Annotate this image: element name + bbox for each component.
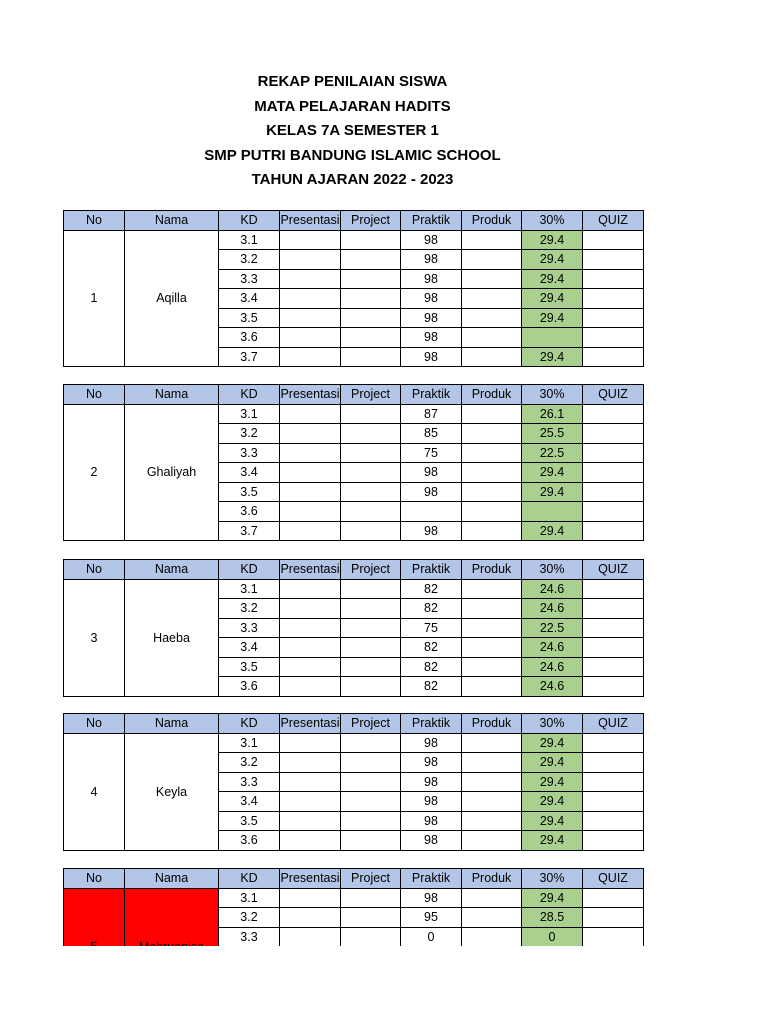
table-row [64,230,644,250]
header-col-project: Project [341,560,401,580]
quiz-cell [583,250,644,270]
header-col-30-percent: 30% [522,714,583,734]
praktik-cell: 98 [401,521,462,541]
project-cell [341,599,401,619]
project-cell [341,347,401,367]
quiz-cell [583,888,644,908]
quiz-cell [583,772,644,792]
presentasi-cell [280,677,341,697]
presentasi-cell [280,328,341,348]
project-cell [341,579,401,599]
quiz-cell [583,230,644,250]
page-cutoff [0,946,768,1024]
header-col-praktik: Praktik [401,869,462,889]
student-number: 2 [64,404,125,541]
praktik-cell: 98 [401,308,462,328]
project-cell [341,811,401,831]
produk-cell [462,927,522,947]
presentasi-cell [280,792,341,812]
praktik-cell: 98 [401,269,462,289]
table-header-row [64,385,644,405]
header-col-30-percent: 30% [522,560,583,580]
kd-cell: 3.3 [219,927,280,947]
praktik-cell: 98 [401,347,462,367]
produk-cell [462,638,522,658]
student-table-4 [63,713,644,851]
header-col-kd: KD [219,714,280,734]
kd-cell: 3.1 [219,733,280,753]
quiz-cell [583,502,644,522]
presentasi-cell [280,443,341,463]
kd-cell: 3.6 [219,677,280,697]
quiz-cell [583,618,644,638]
praktik-cell: 0 [401,927,462,947]
produk-cell [462,657,522,677]
presentasi-cell [280,733,341,753]
student-name: Ghaliyah [125,404,219,541]
kd-cell: 3.4 [219,289,280,309]
project-cell [341,250,401,270]
table-row [64,404,644,424]
percent-cell [522,502,583,522]
table-header-row [64,211,644,231]
quiz-cell [583,733,644,753]
percent-cell: 29.4 [522,463,583,483]
kd-cell: 3.3 [219,618,280,638]
percent-cell: 29.4 [522,772,583,792]
kd-cell: 3.3 [219,269,280,289]
kd-cell: 3.5 [219,482,280,502]
kd-cell: 3.1 [219,579,280,599]
project-cell [341,482,401,502]
header-col-praktik: Praktik [401,211,462,231]
presentasi-cell [280,772,341,792]
header-col-produk: Produk [462,560,522,580]
praktik-cell: 75 [401,618,462,638]
title-line-5: TAHUN AJARAN 2022 - 2023 [251,171,454,188]
quiz-cell [583,657,644,677]
quiz-cell [583,792,644,812]
header-col-produk: Produk [462,869,522,889]
percent-cell: 29.4 [522,308,583,328]
praktik-cell: 82 [401,599,462,619]
kd-cell: 3.2 [219,908,280,928]
percent-cell: 29.4 [522,347,583,367]
student-table-1 [63,210,644,367]
quiz-cell [583,579,644,599]
produk-cell [462,269,522,289]
percent-cell: 26.1 [522,404,583,424]
header-col-presentasi: Presentasi [280,869,341,889]
percent-cell: 24.6 [522,657,583,677]
header-col-quiz: QUIZ [583,211,644,231]
student-number: 3 [64,579,125,696]
quiz-cell [583,347,644,367]
header-col-presentasi: Presentasi [280,211,341,231]
praktik-cell: 98 [401,230,462,250]
percent-cell: 29.4 [522,733,583,753]
header-col-30-percent: 30% [522,211,583,231]
produk-cell [462,811,522,831]
header-col-presentasi: Presentasi [280,560,341,580]
header-col-project: Project [341,714,401,734]
percent-cell: 25.5 [522,424,583,444]
kd-cell: 3.1 [219,230,280,250]
header-col-project: Project [341,869,401,889]
praktik-cell: 98 [401,792,462,812]
title-line-4: SMP PUTRI BANDUNG ISLAMIC SCHOOL [204,146,501,164]
quiz-cell [583,927,644,947]
quiz-cell [583,811,644,831]
percent-cell: 24.6 [522,638,583,658]
presentasi-cell [280,250,341,270]
student-number: 1 [64,230,125,367]
produk-cell [462,424,522,444]
quiz-cell [583,638,644,658]
produk-cell [462,289,522,309]
table-row [64,733,644,753]
praktik-cell: 98 [401,463,462,483]
presentasi-cell [280,888,341,908]
praktik-cell: 82 [401,579,462,599]
quiz-cell [583,289,644,309]
presentasi-cell [280,347,341,367]
presentasi-cell [280,579,341,599]
percent-cell: 0 [522,927,583,947]
quiz-cell [583,269,644,289]
project-cell [341,463,401,483]
kd-cell: 3.4 [219,463,280,483]
header-col-30-percent: 30% [522,385,583,405]
percent-cell: 29.4 [522,250,583,270]
student-table-3 [63,559,644,697]
header-col-quiz: QUIZ [583,714,644,734]
quiz-cell [583,443,644,463]
percent-cell: 28.5 [522,908,583,928]
praktik-cell: 95 [401,908,462,928]
title-line-3: KELAS 7A SEMESTER 1 [266,122,439,139]
header-col-quiz: QUIZ [583,560,644,580]
quiz-cell [583,831,644,851]
kd-cell: 3.2 [219,753,280,773]
produk-cell [462,772,522,792]
kd-cell: 3.5 [219,308,280,328]
kd-cell: 3.1 [219,888,280,908]
quiz-cell [583,908,644,928]
presentasi-cell [280,599,341,619]
header-col-quiz: QUIZ [583,385,644,405]
percent-cell: 29.4 [522,888,583,908]
produk-cell [462,347,522,367]
presentasi-cell [280,424,341,444]
produk-cell [462,521,522,541]
project-cell [341,908,401,928]
quiz-cell [583,463,644,483]
percent-cell: 24.6 [522,599,583,619]
header-col-kd: KD [219,385,280,405]
percent-cell: 29.4 [522,521,583,541]
quiz-cell [583,328,644,348]
kd-cell: 3.4 [219,792,280,812]
project-cell [341,831,401,851]
produk-cell [462,230,522,250]
praktik-cell: 82 [401,677,462,697]
header-col-praktik: Praktik [401,560,462,580]
project-cell [341,638,401,658]
produk-cell [462,328,522,348]
percent-cell: 29.4 [522,482,583,502]
header-col-no: No [64,385,125,405]
praktik-cell: 82 [401,638,462,658]
produk-cell [462,250,522,270]
kd-cell: 3.5 [219,657,280,677]
praktik-cell: 75 [401,443,462,463]
table-header-row [64,869,644,889]
praktik-cell: 98 [401,888,462,908]
project-cell [341,328,401,348]
kd-cell: 3.4 [219,638,280,658]
project-cell [341,424,401,444]
header-col-no: No [64,211,125,231]
produk-cell [462,482,522,502]
presentasi-cell [280,502,341,522]
percent-cell: 22.5 [522,443,583,463]
percent-cell [522,328,583,348]
quiz-cell [583,308,644,328]
presentasi-cell [280,308,341,328]
header-col-project: Project [341,385,401,405]
kd-cell: 3.6 [219,831,280,851]
header-col-quiz: QUIZ [583,869,644,889]
header-col-presentasi: Presentasi [280,714,341,734]
header-col-kd: KD [219,560,280,580]
praktik-cell: 98 [401,753,462,773]
project-cell [341,888,401,908]
percent-cell: 29.4 [522,269,583,289]
header-col-produk: Produk [462,714,522,734]
project-cell [341,677,401,697]
header-col-project: Project [341,211,401,231]
produk-cell [462,502,522,522]
table-row [64,579,644,599]
presentasi-cell [280,404,341,424]
produk-cell [462,404,522,424]
quiz-cell [583,599,644,619]
presentasi-cell [280,618,341,638]
produk-cell [462,792,522,812]
produk-cell [462,579,522,599]
header-col-nama: Nama [125,385,219,405]
header-col-no: No [64,869,125,889]
presentasi-cell [280,753,341,773]
header-col-produk: Produk [462,385,522,405]
presentasi-cell [280,463,341,483]
kd-cell: 3.6 [219,328,280,348]
praktik-cell: 82 [401,657,462,677]
kd-cell: 3.6 [219,502,280,522]
project-cell [341,269,401,289]
project-cell [341,657,401,677]
produk-cell [462,908,522,928]
produk-cell [462,733,522,753]
kd-cell: 3.3 [219,443,280,463]
percent-cell: 24.6 [522,579,583,599]
project-cell [341,521,401,541]
header-col-praktik: Praktik [401,714,462,734]
header-col-presentasi: Presentasi [280,385,341,405]
project-cell [341,792,401,812]
presentasi-cell [280,482,341,502]
kd-cell: 3.2 [219,599,280,619]
percent-cell: 22.5 [522,618,583,638]
project-cell [341,618,401,638]
produk-cell [462,618,522,638]
percent-cell: 29.4 [522,230,583,250]
project-cell [341,404,401,424]
header-col-nama: Nama [125,560,219,580]
quiz-cell [583,424,644,444]
header-col-nama: Nama [125,714,219,734]
presentasi-cell [280,638,341,658]
quiz-cell [583,521,644,541]
presentasi-cell [280,521,341,541]
header-col-produk: Produk [462,211,522,231]
percent-cell: 24.6 [522,677,583,697]
praktik-cell: 98 [401,250,462,270]
header-col-kd: KD [219,211,280,231]
project-cell [341,772,401,792]
student-name: Haeba [125,579,219,696]
produk-cell [462,753,522,773]
kd-cell: 3.2 [219,424,280,444]
header-col-no: No [64,714,125,734]
student-name: Aqilla [125,230,219,367]
percent-cell: 29.4 [522,753,583,773]
document-title-block [0,70,705,193]
percent-cell: 29.4 [522,289,583,309]
project-cell [341,443,401,463]
project-cell [341,927,401,947]
quiz-cell [583,753,644,773]
header-col-30-percent: 30% [522,869,583,889]
project-cell [341,753,401,773]
presentasi-cell [280,289,341,309]
produk-cell [462,308,522,328]
student-table-2 [63,384,644,541]
kd-cell: 3.2 [219,250,280,270]
produk-cell [462,677,522,697]
table-header-row [64,560,644,580]
presentasi-cell [280,230,341,250]
praktik-cell: 98 [401,772,462,792]
student-number: 4 [64,733,125,850]
praktik-cell: 98 [401,328,462,348]
kd-cell: 3.1 [219,404,280,424]
table-header-row [64,714,644,734]
title-line-1: REKAP PENILAIAN SISWA [257,73,448,90]
project-cell [341,733,401,753]
presentasi-cell [280,269,341,289]
header-col-nama: Nama [125,211,219,231]
presentasi-cell [280,811,341,831]
praktik-cell: 98 [401,482,462,502]
kd-cell: 3.5 [219,811,280,831]
presentasi-cell [280,927,341,947]
kd-cell: 3.3 [219,772,280,792]
produk-cell [462,831,522,851]
produk-cell [462,599,522,619]
quiz-cell [583,482,644,502]
produk-cell [462,443,522,463]
header-col-nama: Nama [125,869,219,889]
student-name: Keyla [125,733,219,850]
praktik-cell: 87 [401,404,462,424]
percent-cell: 29.4 [522,792,583,812]
percent-cell: 29.4 [522,811,583,831]
project-cell [341,308,401,328]
presentasi-cell [280,831,341,851]
presentasi-cell [280,657,341,677]
kd-cell: 3.7 [219,347,280,367]
header-col-praktik: Praktik [401,385,462,405]
praktik-cell: 98 [401,811,462,831]
project-cell [341,289,401,309]
produk-cell [462,463,522,483]
quiz-cell [583,677,644,697]
header-col-kd: KD [219,869,280,889]
kd-cell: 3.7 [219,521,280,541]
quiz-cell [583,404,644,424]
praktik-cell: 98 [401,831,462,851]
percent-cell: 29.4 [522,831,583,851]
praktik-cell: 85 [401,424,462,444]
title-line-2: MATA PELAJARAN HADITS [254,97,451,115]
praktik-cell: 98 [401,289,462,309]
presentasi-cell [280,908,341,928]
table-row [64,888,644,908]
header-col-no: No [64,560,125,580]
project-cell [341,230,401,250]
project-cell [341,502,401,522]
praktik-cell [401,502,462,522]
praktik-cell: 98 [401,733,462,753]
produk-cell [462,888,522,908]
